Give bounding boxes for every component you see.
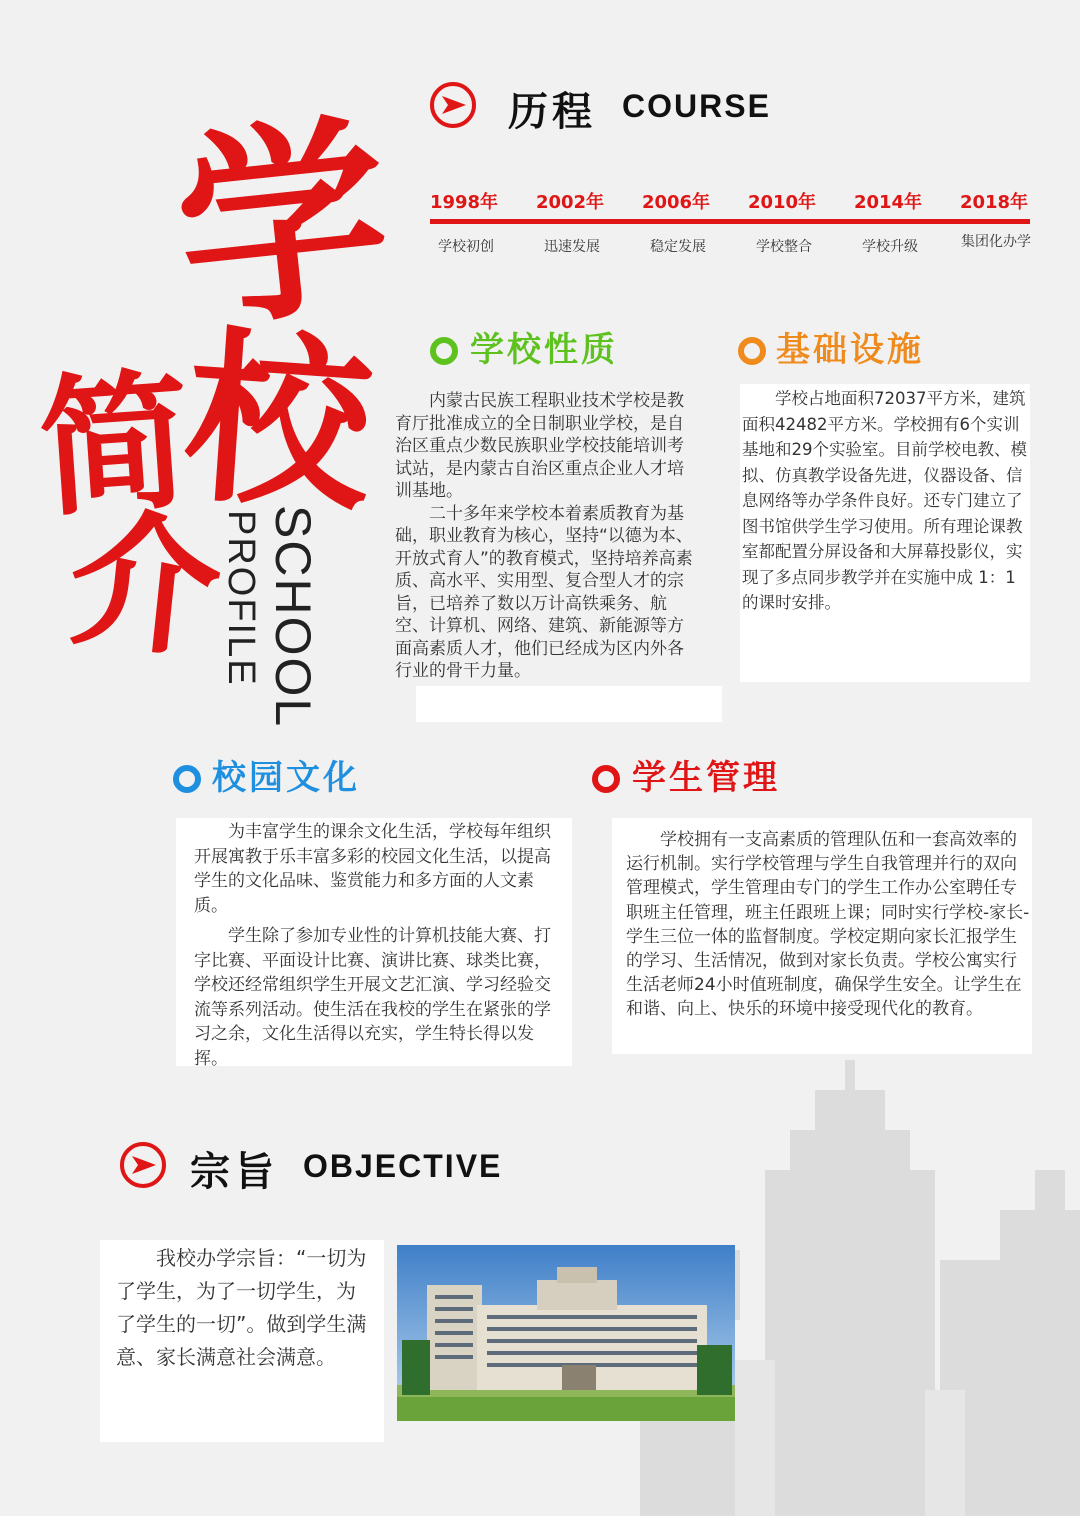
ring-icon: [738, 337, 766, 365]
culture-body: [194, 820, 564, 1071]
campus-building-photo: [397, 1245, 735, 1421]
objective-text: 我校办学宗旨：“一切为了学生，为了一切学生，为了学生的一切”。做到学生满意、家长满意社会满意。: [116, 1246, 367, 1369]
timeline-label: 学校初创: [438, 239, 494, 255]
facility-title: 基础设施: [776, 330, 924, 370]
arrow-circle-icon: [428, 80, 478, 130]
timeline-label: 学校升级: [862, 239, 918, 255]
title-char-jian: 简: [34, 351, 196, 539]
course-title-cn: 历程: [508, 89, 596, 135]
title-char-xue: 学: [165, 90, 401, 359]
timeline-label: 迅速发展: [544, 239, 600, 255]
ring-icon: [430, 337, 458, 365]
nature-title: 学校性质: [470, 330, 618, 370]
ring-icon: [173, 765, 201, 793]
timeline-line: [430, 219, 1030, 224]
culture-paragraph: 为丰富学生的课余文化生活，学校每年组织开展寓教于乐丰富多彩的校园文化生活，以提高学生的文化品味、鉴赏能力和多方面的人文素质。: [194, 822, 551, 916]
title-char-xiao: 校: [178, 306, 379, 538]
management-paragraph: 学校拥有一支高素质的管理队伍和一套高效率的运行机制。实行学校管理与学生自我管理并行的双向管理模式，学生管理由专门的学生工作办公室聘任专职班主任管理，班主任跟班上课；同时实行学校-家长-学生三位一体的监督制度。学校定期向家长汇报学生的学习、生活情况，做到对家长负责。学校公寓实行生活老师24小时值班制度，确保学生安全。让学生在和谐、向上、快乐的环境中接受现代化的教育。: [626, 830, 1030, 1020]
timeline-label: 稳定发展: [650, 239, 706, 255]
facility-body: [742, 386, 1028, 616]
timeline-year: 1998年: [429, 192, 499, 213]
timeline-year: 2006年: [641, 192, 711, 213]
timeline-label: 学校整合: [756, 239, 812, 255]
nature-paragraph: 内蒙古民族工程职业技术学校是教育厅批准成立的全日制职业学校，是自治区重点少数民族职业学校技能培训考试站，是内蒙古自治区重点企业人才培训基地。: [395, 391, 684, 501]
timeline-year: 2014年: [853, 192, 923, 213]
timeline-year: 2010年: [747, 192, 817, 213]
arrow-circle-icon: [118, 1140, 168, 1190]
title-en-school: SCHOOL: [265, 505, 321, 729]
nature-body: [395, 390, 693, 683]
timeline-label: 集团化办学: [961, 234, 1031, 250]
timeline-year: 2002年: [535, 192, 605, 213]
title-char-jie: 介: [61, 489, 229, 681]
ring-icon: [592, 765, 620, 793]
culture-paragraph: 学生除了参加专业性的计算机技能大赛、打字比赛、平面设计比赛、演讲比赛、球类比赛，学校还经常组织学生开展文艺汇演、学习经验交流等系列活动。使生活在我校的学生在紧张的学习之余，文化生活得以充实，学生特长得以发挥。: [194, 926, 551, 1069]
nature-box-tail: [416, 686, 722, 722]
objective-title-cn: 宗旨: [190, 1149, 278, 1195]
timeline-year: 2018年: [959, 192, 1029, 213]
facility-paragraph: 学校占地面积72037平方米，建筑面积42482平方米。学校拥有6个实训基地和29个实验室。目前学校电教、模拟、仿真教学设备先进，仪器设备、信息网络等办学条件良好。还专门建立了图书馆供学生学习使用。所有理论课教室都配置分屏设备和大屏幕投影仪，实现了多点同步教学并在实施中成 1：1的课时安排。: [742, 389, 1027, 612]
course-title-en: COURSE: [622, 88, 771, 124]
culture-title: 校园文化: [212, 758, 360, 798]
management-body: [626, 828, 1030, 1022]
objective-title-en: OBJECTIVE: [303, 1148, 503, 1184]
management-title: 学生管理: [632, 758, 780, 798]
nature-paragraph: 二十多年来学校本着素质教育为基础，职业教育为核心，坚持“以德为本、开放式育人”的教育模式，坚持培养高素质、高水平、实用型、复合型人才的宗旨，已培养了数以万计高铁乘务、航空、计算机、网络、建筑、新能源等方面高素质人才，他们已经成为区内外各行业的骨干力量。: [395, 503, 693, 681]
title-en-profile: PROFILE: [220, 510, 262, 687]
